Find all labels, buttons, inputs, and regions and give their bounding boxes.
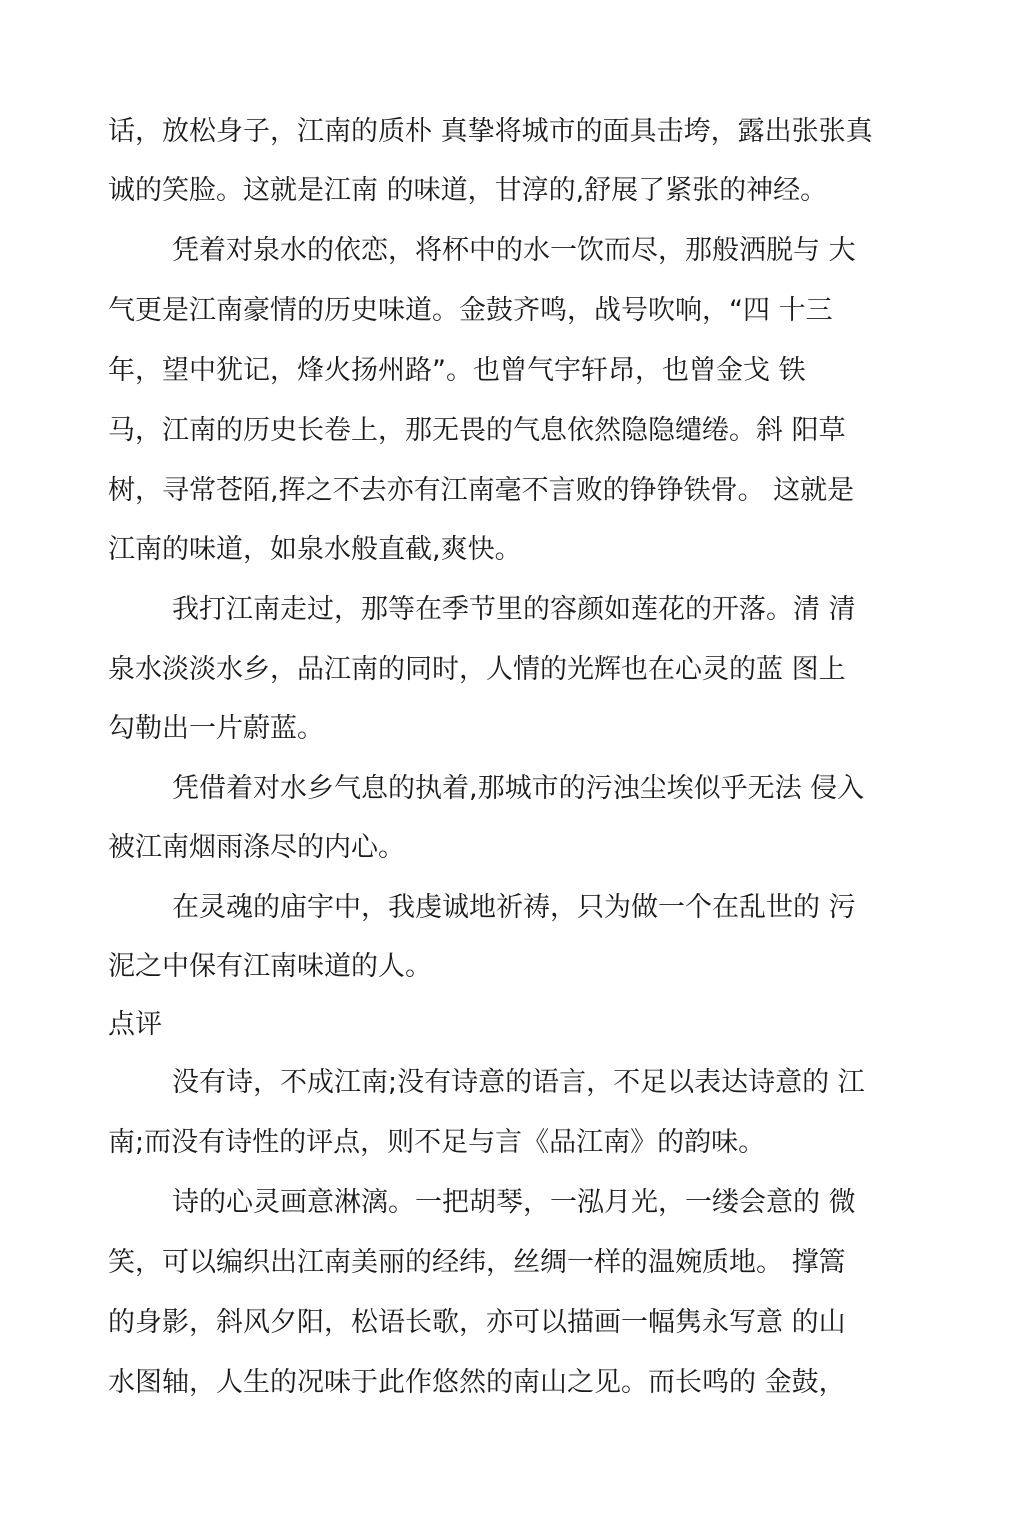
paragraph-first-line: 诗的心灵画意淋漓。一把胡琴，一泓月光，一缕会意的 微	[172, 1187, 856, 1218]
text-line: 马，江南的历史长卷上，那无畏的气息依然隐隐缱绻。斜 阳草	[108, 415, 846, 446]
text-line: 水图轴，人生的况味于此作悠然的南山之见。而长鸣的 金鼓，	[108, 1367, 846, 1398]
paragraph-first-line: 我打江南走过，那等在季节里的容颜如莲花的开落。清 清	[172, 594, 856, 625]
paragraph-first-line: 在灵魂的庙宇中，我虔诚地祈祷，只为做一个在乱世的 污	[172, 892, 856, 923]
paragraph-first-line: 凭借着对水乡气息的执着,那城市的污浊尘埃似乎无法 侵入	[172, 773, 865, 804]
text-line: 被江南烟雨涤尽的内心。	[108, 832, 405, 863]
text-line: 南;而没有诗性的评点，则不足与言《品江南》的韵味。	[108, 1127, 766, 1158]
text-line: 泥之中保有江南味道的人。	[108, 951, 432, 982]
text-line: 诚的笑脸。这就是江南 的味道，甘淳的,舒展了紧张的神经。	[108, 175, 828, 206]
text-line: 话，放松身子，江南的质朴 真挚将城市的面具击垮，露出张张真	[108, 116, 873, 147]
text-line: 江南的味道，如泉水般直截,爽快。	[108, 534, 522, 565]
text-line: 年，望中犹记，烽火扬州路”。也曾气宇轩昂，也曾金戈 铁	[108, 355, 806, 386]
text-line: 泉水淡淡水乡，品江南的同时，人情的光辉也在心灵的蓝 图上	[108, 654, 846, 685]
text-line: 的身影，斜风夕阳，松语长歌，亦可以描画一幅隽永写意 的山	[108, 1307, 846, 1338]
text-line: 勾勒出一片蔚蓝。	[108, 713, 324, 744]
paragraph-first-line: 凭着对泉水的依恋，将杯中的水一饮而尽，那般洒脱与 大	[172, 235, 856, 266]
text-line: 气更是江南豪情的历史味道。金鼓齐鸣，战号吹响，“四 十三	[108, 295, 833, 326]
paragraph-first-line: 没有诗，不成江南;没有诗意的语言，不足以表达诗意的 江	[172, 1067, 865, 1098]
section-heading: 点评	[108, 1009, 162, 1040]
text-line: 笑，可以编织出江南美丽的经纬，丝绸一样的温婉质地。 撑篙	[108, 1247, 846, 1278]
text-line: 树，寻常苍陌,挥之不去亦有江南毫不言败的铮铮铁骨。 这就是	[108, 475, 855, 506]
